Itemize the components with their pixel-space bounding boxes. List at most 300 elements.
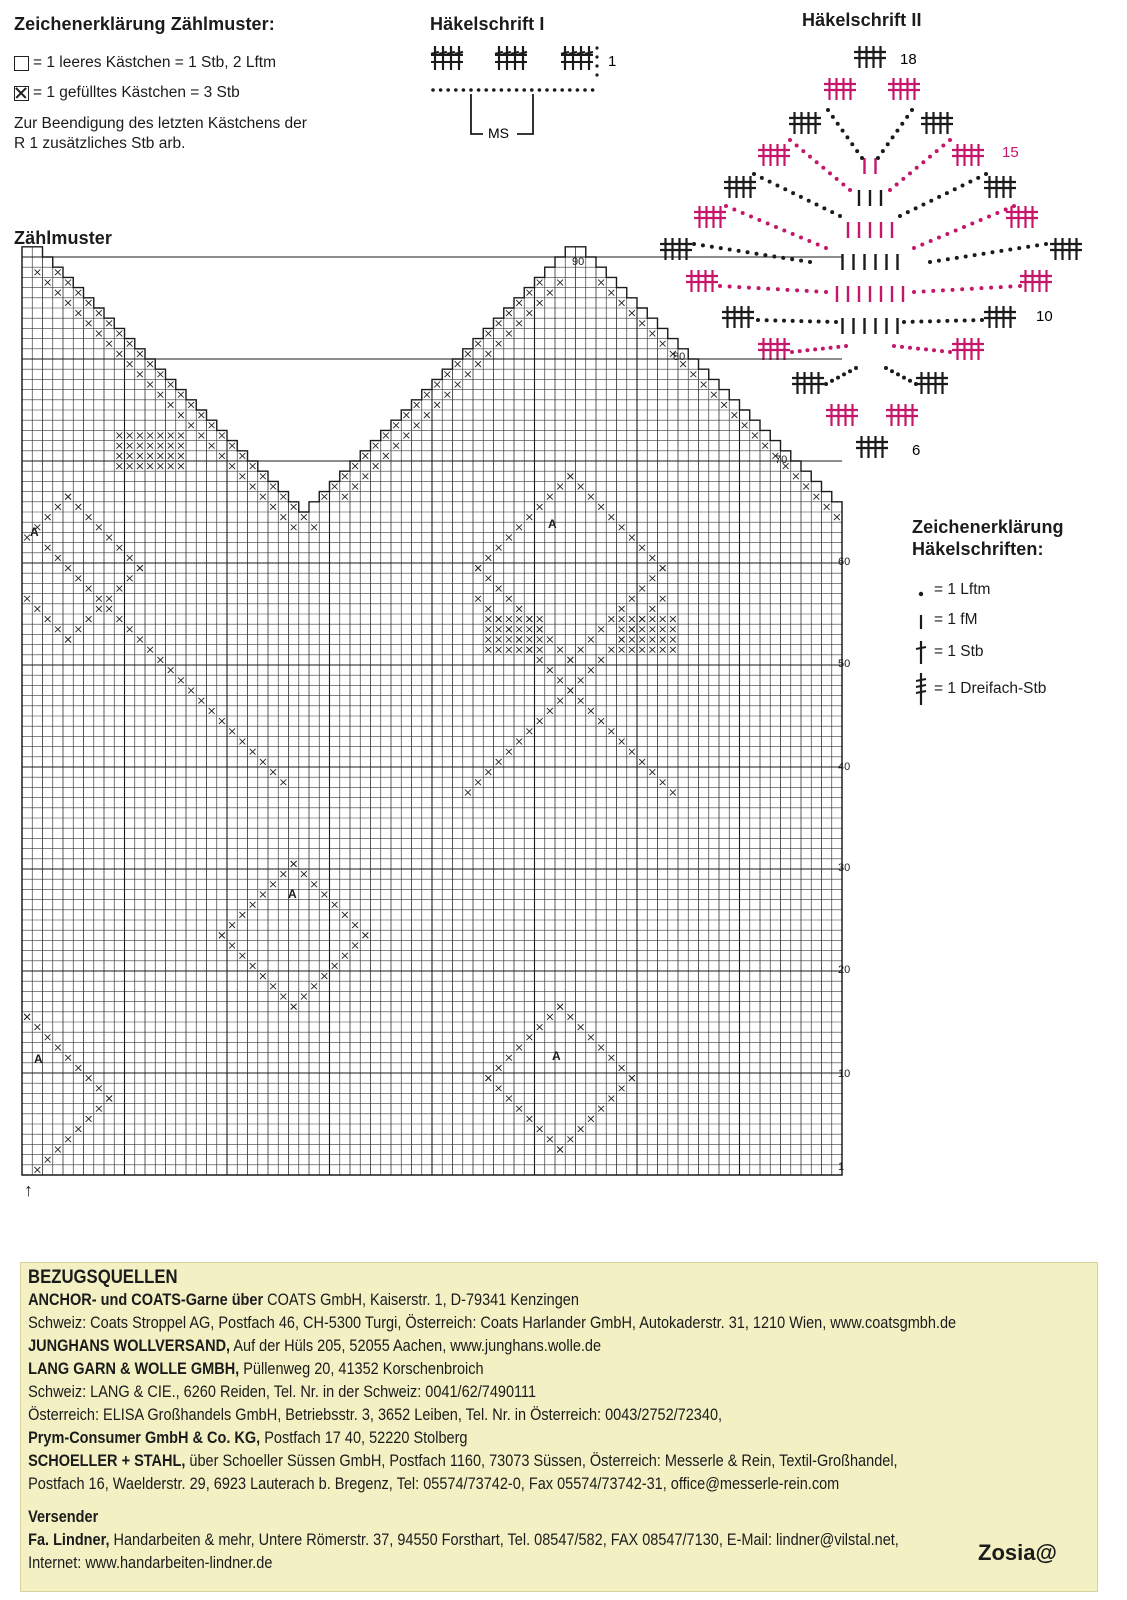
chain-dot-icon bbox=[928, 155, 932, 159]
chart-column bbox=[360, 451, 370, 1175]
diagram2-title: Häkelschrift II bbox=[802, 10, 922, 30]
single-crochet-icon bbox=[912, 609, 930, 631]
chain-dot-icon bbox=[835, 177, 839, 181]
diagram2-row-15: 15 bbox=[1002, 144, 1019, 161]
diagram2-row-18: 18 bbox=[900, 51, 917, 68]
chain-dot-icon bbox=[791, 191, 795, 195]
chain-dot-icon bbox=[815, 203, 819, 207]
sources-title: BEZUGSQUELLEN bbox=[28, 1267, 178, 1288]
chain-dot-icon bbox=[807, 199, 811, 203]
chain-dot-icon bbox=[900, 122, 904, 126]
double-crochet-icon bbox=[431, 46, 439, 70]
chart-column bbox=[340, 471, 350, 1175]
chain-dot-icon bbox=[935, 149, 939, 153]
chart-column bbox=[504, 308, 514, 1175]
chain-dot-icon bbox=[732, 208, 736, 212]
row-number: 50 bbox=[838, 658, 851, 670]
chain-dot-icon bbox=[990, 250, 994, 254]
chain-dot-icon bbox=[1008, 285, 1012, 289]
chain-dot-icon bbox=[912, 579, 930, 601]
double-crochet-icon bbox=[511, 46, 519, 70]
chain-dot-icon bbox=[783, 187, 787, 191]
chain-dot-icon bbox=[766, 222, 770, 226]
chain-dot-icon bbox=[576, 88, 580, 92]
chain-dot-icon bbox=[901, 177, 905, 181]
stitch-cluster bbox=[758, 144, 790, 166]
chain-dot-icon bbox=[945, 319, 949, 323]
diagram1-svg bbox=[425, 38, 625, 148]
chain-dot-icon bbox=[929, 199, 933, 203]
chain-dot-icon bbox=[895, 182, 899, 186]
chain-dot-icon bbox=[838, 214, 842, 218]
chain-dot-icon bbox=[964, 254, 968, 258]
chain-dot-icon bbox=[955, 256, 959, 260]
chart-column bbox=[617, 288, 627, 1175]
chain-dot-icon bbox=[1026, 245, 1030, 249]
chart-column bbox=[678, 349, 688, 1175]
chart-column bbox=[442, 369, 452, 1175]
chain-dot-icon bbox=[760, 176, 764, 180]
chain-dot-icon bbox=[801, 149, 805, 153]
chart-column bbox=[381, 430, 391, 1175]
row-number: 10 bbox=[838, 1068, 851, 1080]
stitch-cluster bbox=[984, 306, 1016, 328]
chain-dot-icon bbox=[995, 211, 999, 215]
sources-line-text: COATS GmbH, Kaiserstr. 1, D-79341 Kenzingen bbox=[263, 1291, 579, 1309]
sources-line-bold: ANCHOR- und COATS-Garne über bbox=[28, 1291, 264, 1309]
chain-dot-icon bbox=[937, 259, 941, 263]
chain-dot-icon bbox=[775, 183, 779, 187]
chain-dot-icon bbox=[595, 55, 598, 58]
chain-dot-icon bbox=[940, 349, 944, 353]
chain-dot-icon bbox=[749, 215, 753, 219]
chain-dot-icon bbox=[774, 225, 778, 229]
row-number: 40 bbox=[838, 761, 851, 773]
diagram2-row-6: 6 bbox=[912, 442, 921, 459]
chain-dot-icon bbox=[1044, 242, 1048, 246]
chain-dot-icon bbox=[919, 320, 923, 324]
chart-column bbox=[155, 369, 165, 1175]
chain-dot-icon bbox=[881, 149, 885, 153]
motif-label: A bbox=[552, 1049, 561, 1063]
chain-dot-icon bbox=[921, 203, 925, 207]
chain-dot-icon bbox=[583, 88, 587, 92]
chain-dot-icon bbox=[807, 239, 811, 243]
double-crochet-icon bbox=[503, 46, 511, 70]
double-crochet-icon bbox=[577, 46, 585, 70]
chain-dot-icon bbox=[914, 382, 918, 386]
chart-column bbox=[94, 308, 104, 1175]
chain-dot-icon bbox=[446, 88, 450, 92]
chain-dot-icon bbox=[821, 166, 825, 170]
chain-dot-icon bbox=[891, 135, 895, 139]
chain-dot-icon bbox=[937, 195, 941, 199]
chain-dot-icon bbox=[914, 206, 918, 210]
stitch-cluster bbox=[916, 372, 948, 394]
double-crochet-icon bbox=[455, 46, 463, 70]
chain-dot-icon bbox=[522, 88, 526, 92]
legend-trc-text: = 1 Dreifach-Stb bbox=[934, 680, 1047, 697]
row-number: 60 bbox=[838, 556, 851, 568]
double-crochet-icon bbox=[519, 46, 527, 70]
chain-dot-icon bbox=[902, 376, 906, 380]
versender-line-text: Handarbeiten & mehr, Untere Römerstr. 37, 94550 Forsthart, Tel. 08547/582, FAX 08547/7130, E-Mail: lindner@vilstal.net, bbox=[109, 1531, 899, 1549]
chain-dot-icon bbox=[815, 160, 819, 164]
sources-line bbox=[21, 1312, 973, 1335]
chain-dot-icon bbox=[979, 218, 983, 222]
chain-dot-icon bbox=[960, 287, 964, 291]
chain-dot-icon bbox=[855, 149, 859, 153]
stitch-cluster bbox=[1006, 206, 1038, 228]
diagram-legend-list bbox=[912, 575, 1046, 709]
chain-dot-icon bbox=[948, 350, 952, 354]
sources-line-bold: SCHOELLER + STAHL, bbox=[28, 1452, 186, 1470]
chain-dot-icon bbox=[500, 88, 504, 92]
chain-dot-icon bbox=[788, 138, 792, 142]
chain-dot-icon bbox=[987, 215, 991, 219]
chain-dot-icon bbox=[908, 346, 912, 350]
stitch-cluster bbox=[789, 112, 821, 134]
chain-dot-icon bbox=[932, 348, 936, 352]
chain-dot-icon bbox=[921, 160, 925, 164]
chain-dot-icon bbox=[830, 210, 834, 214]
double-crochet-icon bbox=[561, 46, 569, 70]
chain-dot-icon bbox=[553, 88, 557, 92]
chain-dot-icon bbox=[595, 46, 598, 49]
chain-dot-icon bbox=[929, 239, 933, 243]
chain-dot-icon bbox=[560, 88, 564, 92]
chain-dot-icon bbox=[841, 182, 845, 186]
chart-column bbox=[53, 267, 63, 1175]
filled-box-icon bbox=[14, 86, 29, 101]
chart-column bbox=[258, 471, 268, 1175]
chain-dot-icon bbox=[945, 191, 949, 195]
chart-column bbox=[237, 451, 247, 1175]
chain-dot-icon bbox=[941, 288, 945, 292]
versender-title: Versender bbox=[28, 1508, 99, 1526]
chain-dot-icon bbox=[724, 204, 728, 208]
chart-title: Zählmuster bbox=[14, 228, 113, 248]
sources-line bbox=[21, 1381, 973, 1404]
chain-dot-icon bbox=[982, 252, 986, 256]
chain-dot-icon bbox=[920, 243, 924, 247]
chain-dot-icon bbox=[912, 246, 916, 250]
chart-column bbox=[196, 410, 206, 1175]
chain-dot-icon bbox=[968, 180, 972, 184]
chain-dot-icon bbox=[850, 142, 854, 146]
stitch-cluster bbox=[694, 206, 726, 228]
chain-dot-icon bbox=[905, 115, 909, 119]
double-crochet-icon bbox=[569, 46, 577, 70]
filled-box-text: = 1 gefülltes Kästchen = 3 Stb bbox=[33, 84, 240, 101]
chain-dot-icon bbox=[492, 88, 496, 92]
chart-column bbox=[217, 430, 227, 1175]
start-arrow-icon: ↑ bbox=[24, 1180, 33, 1200]
row-number: 20 bbox=[838, 964, 851, 976]
chain-dot-icon bbox=[595, 73, 598, 76]
legend-note-line2: R 1 zusätzliches Stb arb. bbox=[14, 135, 186, 152]
row-number: 1 bbox=[838, 1161, 845, 1173]
sources-lines bbox=[21, 1289, 1097, 1496]
stitch-cluster bbox=[724, 176, 756, 198]
legend-chain-text: = 1 Lftm bbox=[934, 581, 991, 598]
chain-dot-icon bbox=[1004, 208, 1008, 212]
chain-dot-icon bbox=[976, 176, 980, 180]
versender-line bbox=[21, 1529, 973, 1552]
chain-dot-icon bbox=[1012, 204, 1016, 208]
chain-dot-icon bbox=[845, 135, 849, 139]
chain-dot-icon bbox=[538, 88, 542, 92]
chart-column bbox=[781, 451, 791, 1175]
chart-column bbox=[463, 349, 473, 1175]
chain-dot-icon bbox=[971, 318, 975, 322]
legend-dc-text: = 1 Stb bbox=[934, 643, 984, 660]
sources-line-text: Püllenweg 20, 41352 Korschenbroich bbox=[239, 1360, 484, 1378]
stitch-cluster bbox=[952, 338, 984, 360]
chart-column bbox=[176, 390, 186, 1175]
chain-dot-icon bbox=[973, 253, 977, 257]
sources-line bbox=[21, 1335, 973, 1358]
chain-dot-icon bbox=[900, 345, 904, 349]
chart-column bbox=[22, 247, 32, 1175]
chart-column bbox=[401, 410, 411, 1175]
chain-dot-icon bbox=[507, 88, 511, 92]
chain-dot-icon bbox=[895, 129, 899, 133]
sources-line bbox=[21, 1427, 973, 1450]
chain-dot-icon bbox=[980, 318, 984, 322]
chain-dot-icon bbox=[836, 122, 840, 126]
chain-dot-icon bbox=[768, 180, 772, 184]
chain-dot-icon bbox=[910, 108, 914, 112]
chart-column bbox=[299, 512, 309, 1175]
chain-dot-icon bbox=[948, 138, 952, 142]
chain-dot-icon bbox=[906, 210, 910, 214]
empty-box-text: = 1 leeres Kästchen = 1 Stb, 2 Lftm bbox=[33, 54, 276, 71]
chain-dot-icon bbox=[826, 108, 830, 112]
chain-dot-icon bbox=[970, 287, 974, 291]
chain-dot-icon bbox=[908, 379, 912, 383]
chart-column bbox=[801, 471, 811, 1175]
row-number: 30 bbox=[838, 862, 851, 874]
versender-lines bbox=[21, 1529, 1097, 1575]
chain-dot-icon bbox=[848, 188, 852, 192]
chain-dot-icon bbox=[953, 187, 957, 191]
chart-column bbox=[545, 267, 555, 1175]
chain-dot-icon bbox=[454, 88, 458, 92]
chain-dot-icon bbox=[954, 229, 958, 233]
chain-dot-icon bbox=[595, 64, 598, 67]
sources-line-bold: JUNGHANS WOLLVERSAND, bbox=[28, 1337, 231, 1355]
chain-dot-icon bbox=[831, 115, 835, 119]
chain-dot-icon bbox=[568, 88, 572, 92]
motif-label: A bbox=[548, 517, 557, 531]
chart-column bbox=[760, 430, 770, 1175]
chain-dot-icon bbox=[999, 249, 1003, 253]
chain-dot-icon bbox=[822, 206, 826, 210]
chain-dot-icon bbox=[922, 289, 926, 293]
chain-dot-icon bbox=[916, 347, 920, 351]
diagram-legend-title-line1: Zeichenerklärung bbox=[912, 517, 1064, 537]
chain-dot-icon bbox=[999, 285, 1003, 289]
chain-dot-icon bbox=[961, 183, 965, 187]
sources-line-bold: LANG GARN & WOLLE GMBH, bbox=[28, 1360, 240, 1378]
sources-line-text: Österreich: ELISA Großhandels GmbH, Betriebsstr. 3, 3652 Leiben, Tel. Nr. in Österreich: 0043/2752/72340, bbox=[28, 1406, 723, 1424]
legend-note-line1: Zur Beendigung des letzten Kästchens der bbox=[14, 115, 307, 132]
chain-dot-icon bbox=[954, 319, 958, 323]
chain-dot-icon bbox=[795, 144, 799, 148]
chain-dot-icon bbox=[970, 222, 974, 226]
sources-line-text: Postfach 16, Waelderstr. 29, 6923 Lauterach b. Bregenz, Tel: 05574/73742-0, Fax 05574/73742-31, office@messerle-rein.com bbox=[28, 1475, 840, 1493]
stitch-cluster bbox=[1050, 238, 1082, 260]
chart-column bbox=[73, 288, 83, 1175]
chain-dot-icon bbox=[924, 347, 928, 351]
double-crochet-icon bbox=[439, 46, 447, 70]
double-crochet-icon bbox=[495, 46, 503, 70]
empty-box-icon bbox=[14, 56, 29, 71]
chain-dot-icon bbox=[530, 88, 534, 92]
sources-line-text: Schweiz: LANG & CIE., 6260 Reiden, Tel. Nr. in der Schweiz: 0041/62/7490111 bbox=[28, 1383, 537, 1401]
chain-dot-icon bbox=[876, 156, 880, 160]
chain-dot-icon bbox=[799, 195, 803, 199]
chart-column bbox=[565, 247, 575, 1175]
chain-dot-icon bbox=[915, 166, 919, 170]
chain-dot-icon bbox=[937, 236, 941, 240]
chain-dot-icon bbox=[911, 320, 915, 324]
sources-line bbox=[21, 1450, 973, 1473]
chain-dot-icon bbox=[515, 88, 519, 92]
chain-dot-icon bbox=[1008, 248, 1012, 252]
chain-dot-icon bbox=[741, 211, 745, 215]
sources-line bbox=[21, 1289, 973, 1312]
chain-dot-icon bbox=[477, 88, 481, 92]
stitch-cluster bbox=[1020, 270, 1052, 292]
chain-dot-icon bbox=[979, 286, 983, 290]
chart-column bbox=[32, 247, 42, 1175]
sources-line bbox=[21, 1473, 973, 1496]
chain-dot-icon bbox=[945, 232, 949, 236]
chain-dot-icon bbox=[1018, 284, 1022, 288]
chain-dot-icon bbox=[908, 171, 912, 175]
row-number: 90 bbox=[572, 256, 585, 268]
chain-dot-icon bbox=[888, 188, 892, 192]
chain-dot-icon bbox=[951, 288, 955, 292]
chain-dot-icon bbox=[757, 218, 761, 222]
stitch-cluster bbox=[921, 112, 953, 134]
chain-dot-icon bbox=[841, 129, 845, 133]
stitch-cluster bbox=[984, 176, 1016, 198]
chart-column bbox=[637, 308, 647, 1175]
chain-dot-icon bbox=[462, 88, 466, 92]
chain-dot-icon bbox=[946, 257, 950, 261]
versender-line-text: Internet: www.handarbeiten-lindner.de bbox=[28, 1554, 273, 1572]
chain-dot-icon bbox=[902, 320, 906, 324]
chain-dot-icon bbox=[469, 88, 473, 92]
sources-line-text: Auf der Hüls 205, 52055 Aachen, www.junghans.wolle.de bbox=[230, 1337, 602, 1355]
chain-dot-icon bbox=[912, 290, 916, 294]
row-number: 70 bbox=[775, 454, 788, 466]
chain-dot-icon bbox=[931, 289, 935, 293]
stitch-cluster bbox=[854, 46, 886, 68]
chain-dot-icon bbox=[963, 318, 967, 322]
versender-line-bold: Fa. Lindner, bbox=[28, 1531, 110, 1549]
motif-label: A bbox=[288, 887, 297, 901]
chain-dot-icon bbox=[989, 286, 993, 290]
chart-column bbox=[422, 390, 432, 1175]
diagram-legend-title-line2: Häkelschriften: bbox=[912, 539, 1044, 559]
chain-dot-icon bbox=[799, 236, 803, 240]
diagram1-row-label: 1 bbox=[608, 53, 617, 70]
chart-column bbox=[699, 369, 709, 1175]
chart-column bbox=[576, 247, 586, 1175]
chain-dot-icon bbox=[752, 172, 756, 176]
double-crochet-icon bbox=[447, 46, 455, 70]
triple-crochet-icon bbox=[912, 671, 930, 707]
chart-column bbox=[135, 349, 145, 1175]
sources-line bbox=[21, 1358, 973, 1381]
chart-column bbox=[719, 390, 729, 1175]
chain-dot-icon bbox=[484, 88, 488, 92]
chain-dot-icon bbox=[886, 142, 890, 146]
filet-chart bbox=[0, 245, 900, 1205]
double-crochet-icon bbox=[912, 638, 930, 666]
sources-line-text: Postfach 17 40, 52220 Stolberg bbox=[260, 1429, 468, 1447]
chart-column bbox=[740, 410, 750, 1175]
chain-dot-icon bbox=[937, 319, 941, 323]
chain-dot-icon bbox=[984, 172, 988, 176]
stitch-cluster bbox=[888, 78, 920, 100]
sources-line-text: über Schoeller Süssen GmbH, Postfach 1160, 73073 Süssen, Österreich: Messerle & Rein, Textil-Großhandel, bbox=[185, 1452, 898, 1470]
sources-line-bold: Prym-Consumer GmbH & Co. KG, bbox=[28, 1429, 261, 1447]
sources-line bbox=[21, 1404, 973, 1427]
diagram1-title: Häkelschrift I bbox=[430, 14, 545, 34]
stitch-cluster bbox=[824, 78, 856, 100]
chain-dot-icon bbox=[962, 225, 966, 229]
chain-dot-icon bbox=[1017, 246, 1021, 250]
chain-dot-icon bbox=[928, 319, 932, 323]
diagram2-row-10: 10 bbox=[1036, 308, 1053, 325]
chain-dot-icon bbox=[941, 144, 945, 148]
sources-line-text: Schweiz: Coats Stroppel AG, Postfach 46, CH-5300 Turgi, Österreich: Coats Harlander GmbH, Autokaderstr. 31, 1210 Wien, www.coatsgmbh.de bbox=[28, 1314, 957, 1332]
sources-panel bbox=[20, 1262, 1098, 1592]
chart-legend-title: Zeichenerklärung Zählmuster: bbox=[14, 14, 275, 34]
chain-dot-icon bbox=[828, 171, 832, 175]
chain-dot-icon bbox=[791, 232, 795, 236]
diagram1-ms-label: MS bbox=[488, 125, 509, 141]
chain-dot-icon bbox=[808, 155, 812, 159]
chain-dot-icon bbox=[591, 88, 595, 92]
chart-column bbox=[483, 328, 493, 1175]
chart-legend bbox=[14, 52, 307, 154]
diagram-legend-title bbox=[912, 516, 1064, 560]
chain-dot-icon bbox=[860, 156, 864, 160]
legend-sc-text: = 1 fM bbox=[934, 611, 978, 628]
chart-column bbox=[658, 328, 668, 1175]
row-number: 80 bbox=[673, 351, 686, 363]
chain-dot-icon bbox=[782, 229, 786, 233]
motif-label: A bbox=[34, 1052, 43, 1066]
chain-dot-icon bbox=[431, 88, 435, 92]
stitch-cluster bbox=[952, 144, 984, 166]
motif-label: A bbox=[30, 525, 39, 539]
versender-line bbox=[21, 1552, 973, 1575]
chain-dot-icon bbox=[898, 214, 902, 218]
chain-dot-icon bbox=[928, 260, 932, 264]
chain-dot-icon bbox=[1035, 243, 1039, 247]
double-crochet-icon bbox=[585, 46, 593, 70]
watermark: Zosia@ bbox=[978, 1540, 1057, 1565]
chain-dot-icon bbox=[439, 88, 443, 92]
chain-dot-icon bbox=[545, 88, 549, 92]
